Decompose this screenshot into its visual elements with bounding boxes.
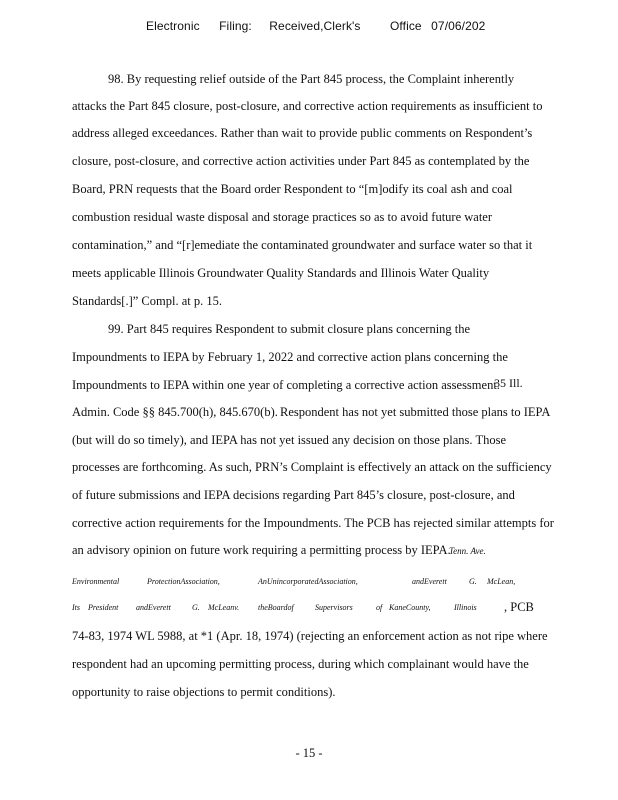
para99-line: 74-83, 1974 WL 5988, at *1 (Apr. 18, 1974) (rejecting an enforcement action as not ripe where (72, 629, 548, 643)
para99-line: of future submissions and IEPA decisions regarding Part 845’s closure, post-closure, and (72, 488, 515, 502)
para98-line: attacks the Part 845 closure, post-closure, and corrective action requirements as insufficient to (72, 99, 543, 113)
case-cite-word: andEverett (412, 577, 447, 586)
para98-line: combustion residual waste disposal and storage practices so as to avoid future water (72, 210, 493, 224)
case-cite-word: Environmental (72, 577, 120, 586)
case-cite-word: KaneCounty, (389, 603, 431, 612)
case-cite-word: President (88, 603, 119, 612)
overlap-text: 35 Ill. (494, 376, 523, 390)
para98-line: Board, PRN requests that the Board order Respondent to “[m]odify its coal ash and coal (72, 182, 513, 196)
para98-line: 98. By requesting relief outside of the Part 845 process, the Complaint inherently (108, 72, 515, 86)
case-cite-word: Supervisors (315, 603, 353, 612)
para99-line: an advisory opinion on future work requiring a permitting process by IEPA. (72, 543, 451, 557)
para98-line: closure, post-closure, and corrective action activities under Part 845 as contemplated by the (72, 154, 530, 168)
para99-line: Respondent has not yet submitted those plans to IEPA (280, 405, 551, 419)
case-cite-tail: , PCB (504, 600, 534, 614)
header-received: Received,Clerk's (269, 19, 361, 33)
case-cite-word: G. (192, 603, 200, 612)
para98-line: address alleged exceedances. Rather than wait to provide public comments on Respondent’s (72, 126, 533, 140)
para99-line: Impoundments to IEPA within one year of completing a corrective action assessment. (72, 378, 500, 392)
header-office: Office (389, 19, 422, 33)
case-cite-word: McLeanv. (208, 603, 240, 612)
case-cite-word: ProtectionAssociation, (147, 577, 220, 586)
para99-line: Admin. Code §§ 845.700(h), 845.670(b). (72, 405, 278, 419)
para99-line: respondent had an upcoming permitting process, during which complainant would have the (72, 657, 529, 671)
header-filing: Filing: (219, 19, 252, 33)
para98-line: contamination,” and “[r]emediate the contaminated groundwater and surface water so that it (72, 238, 533, 252)
case-cite-word: AnUnincorporatedAssociation, (258, 577, 358, 586)
para98-line: Standards[.]” Compl. at p. 15. (72, 294, 222, 308)
case-cite-word: of (376, 603, 383, 612)
case-cite-word: Illinois (454, 603, 477, 612)
overlap-text: Tenn. Ave. (449, 546, 486, 556)
filing-header (146, 19, 485, 33)
para99-line: corrective action requirements for the Impoundments. The PCB has rejected similar attempts for (72, 516, 554, 530)
case-cite-word: G. (469, 577, 477, 586)
para99-line: (but will do so timely), and IEPA has not yet issued any decision on those plans. Those (72, 433, 506, 447)
case-cite-word: theBoardof (258, 603, 294, 612)
case-cite-word: andEverett (136, 603, 171, 612)
page-number: - 15 - (295, 746, 323, 760)
para99-line: Impoundments to IEPA by February 1, 2022 and corrective action plans concerning the (72, 350, 508, 364)
header-date: 07/06/202 (431, 19, 486, 33)
case-cite-word: Its (72, 603, 80, 612)
para99-line: 99. Part 845 requires Respondent to submit closure plans concerning the (108, 322, 471, 336)
header-electronic: Electronic (146, 19, 200, 33)
para98-line: meets applicable Illinois Groundwater Quality Standards and Illinois Water Quality (72, 266, 490, 280)
case-cite-word: McLean, (487, 577, 516, 586)
para99-line: opportunity to raise objections to permit conditions). (72, 685, 336, 699)
para99-line: processes are forthcoming. As such, PRN’s Complaint is effectively an attack on the sufficiency (72, 460, 552, 474)
